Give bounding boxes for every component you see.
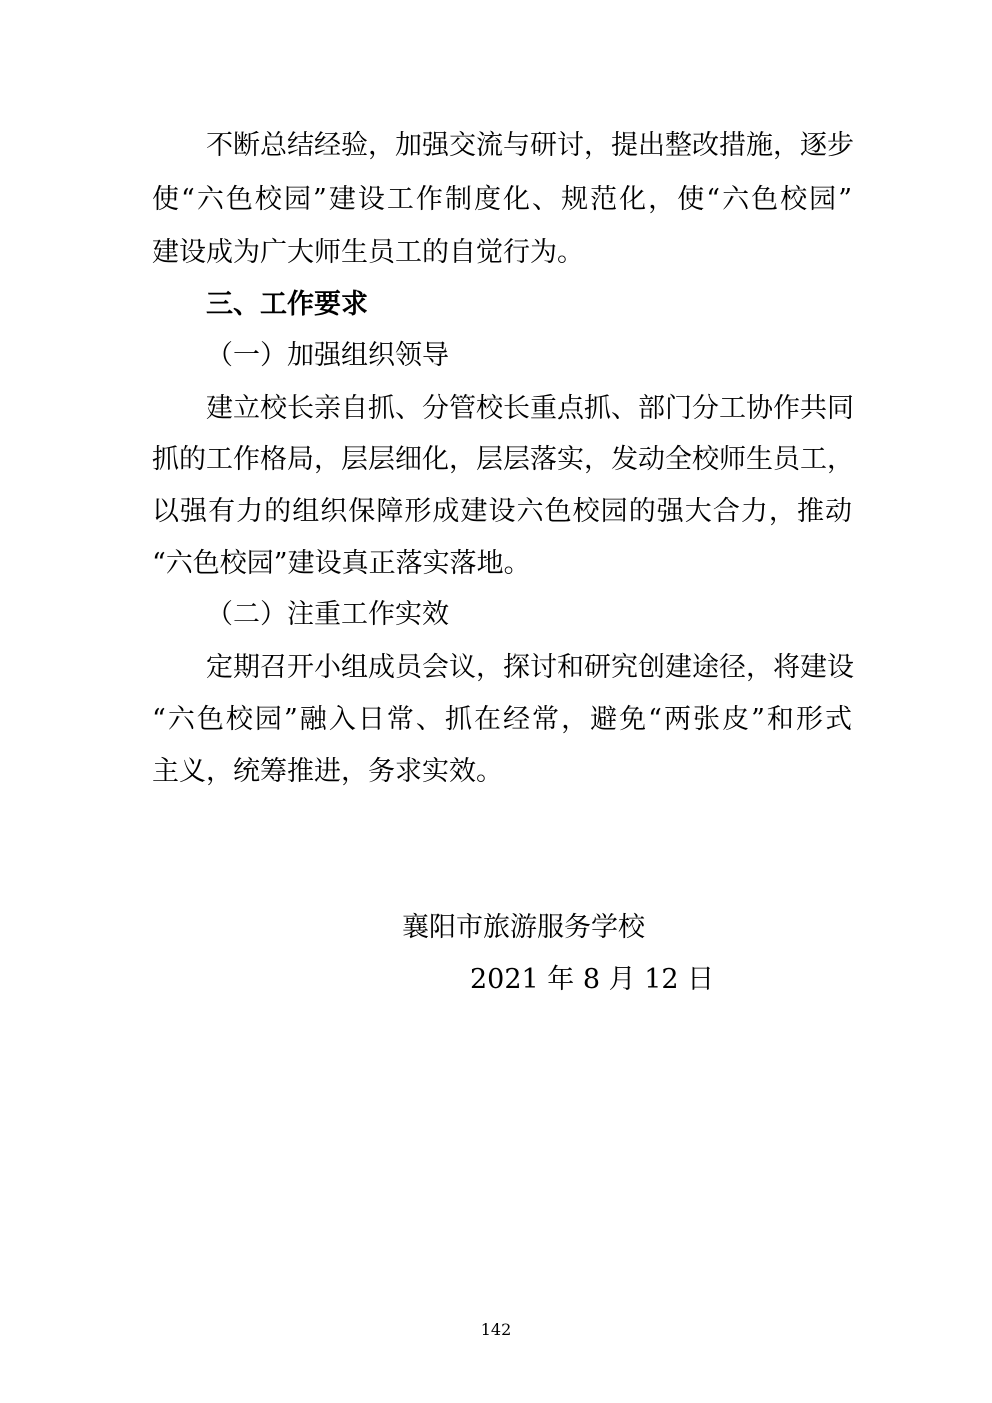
signature-organization: 襄阳市旅游服务学校 [402, 912, 645, 943]
paragraph-line: 定期召开小组成员会议，探讨和研究创建途径，将建设 [206, 652, 854, 683]
page-number: 142 [480, 1320, 512, 1339]
subsection-heading: （一）加强组织领导 [206, 340, 449, 371]
paragraph-line: 建设成为广大师生员工的自觉行为。 [152, 237, 584, 268]
paragraph-line: “六色校园”建设真正落实落地。 [152, 548, 531, 579]
paragraph-line: 主义，统筹推进，务求实效。 [152, 756, 503, 787]
signature-date: 2021 年 8 月 12 日 [470, 964, 715, 995]
paragraph-line: 抓的工作格局，层层细化，层层落实，发动全校师生员工， [152, 444, 854, 475]
section-heading: 三、工作要求 [206, 289, 368, 320]
paragraph-line: “六色校园”融入日常、抓在经常，避免“两张皮”和形式 [152, 704, 852, 735]
paragraph-line: 不断总结经验，加强交流与研讨，提出整改措施，逐步 [206, 130, 854, 161]
paragraph-line: 使“六色校园”建设工作制度化、规范化，使“六色校园” [152, 184, 852, 215]
subsection-heading: （二）注重工作实效 [206, 599, 449, 630]
paragraph-line: 建立校长亲自抓、分管校长重点抓、部门分工协作共同 [206, 393, 854, 424]
paragraph-line: 以强有力的组织保障形成建设六色校园的强大合力，推动 [152, 496, 852, 527]
